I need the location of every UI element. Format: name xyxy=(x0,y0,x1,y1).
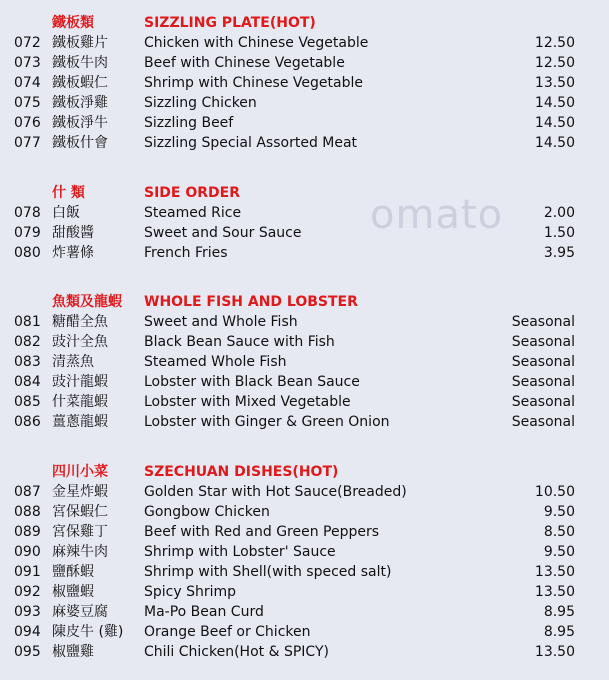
item-price: 3.95 xyxy=(543,245,575,261)
section-sizzling-plate xyxy=(0,13,609,153)
section-header xyxy=(0,13,609,33)
item-number: 082 xyxy=(14,334,41,350)
section-header xyxy=(0,292,609,312)
section-szechuan-dishes xyxy=(0,462,609,662)
item-price: 9.50 xyxy=(543,544,575,560)
item-number: 087 xyxy=(14,484,41,500)
section-title-english: SIDE ORDER xyxy=(144,185,240,201)
item-price: 14.50 xyxy=(534,135,575,151)
item-name-chinese: 陳皮牛 (雞) xyxy=(52,624,124,640)
item-name-english: Sweet and Sour Sauce xyxy=(144,225,302,241)
menu-item-row xyxy=(0,602,609,622)
item-name-english: Ma-Po Bean Curd xyxy=(144,604,264,620)
item-number: 072 xyxy=(14,35,41,51)
item-name-english: Sweet and Whole Fish xyxy=(144,314,298,330)
item-price: 8.95 xyxy=(543,624,575,640)
item-price: 9.50 xyxy=(543,504,575,520)
item-number: 080 xyxy=(14,245,41,261)
item-name-english: Lobster with Ginger & Green Onion xyxy=(144,414,390,430)
item-name-english: Sizzling Chicken xyxy=(144,95,257,111)
menu-item-row xyxy=(0,582,609,602)
item-name-chinese: 清蒸魚 xyxy=(52,354,94,370)
section-title-chinese: 魚類及龍蝦 xyxy=(52,294,122,310)
menu-item-row xyxy=(0,412,609,432)
item-name-english: Chili Chicken(Hot & SPICY) xyxy=(144,644,329,660)
item-name-chinese: 白飯 xyxy=(52,205,80,221)
item-number: 094 xyxy=(14,624,41,640)
menu-item-row xyxy=(0,113,609,133)
menu-item-row xyxy=(0,352,609,372)
item-number: 081 xyxy=(14,314,41,330)
menu-item-row xyxy=(0,622,609,642)
item-number: 089 xyxy=(14,524,41,540)
item-price: 1.50 xyxy=(543,225,575,241)
menu-item-row xyxy=(0,33,609,53)
section-title-english: WHOLE FISH AND LOBSTER xyxy=(144,294,358,310)
item-price: 13.50 xyxy=(534,564,575,580)
item-name-chinese: 麻辣牛肉 xyxy=(52,544,108,560)
item-name-english: Sizzling Beef xyxy=(144,115,234,131)
item-name-chinese: 金星炸蝦 xyxy=(52,484,108,500)
watermark: omato xyxy=(370,192,504,238)
item-price: 2.00 xyxy=(543,205,575,221)
item-name-english: Shrimp with Lobster' Sauce xyxy=(144,544,336,560)
item-price: Seasonal xyxy=(511,414,575,430)
menu-item-row xyxy=(0,502,609,522)
item-name-english: Beef with Red and Green Peppers xyxy=(144,524,380,540)
item-name-chinese: 鐵板淨牛 xyxy=(52,115,108,131)
item-name-chinese: 鐵板牛肉 xyxy=(52,55,108,71)
item-price: 12.50 xyxy=(534,55,575,71)
item-price: Seasonal xyxy=(511,314,575,330)
section-header xyxy=(0,183,609,203)
item-price: 13.50 xyxy=(534,584,575,600)
item-price: Seasonal xyxy=(511,334,575,350)
menu-item-row xyxy=(0,542,609,562)
item-name-chinese: 薑蔥龍蝦 xyxy=(52,414,108,430)
section-side-order xyxy=(0,183,609,263)
item-name-chinese: 什菜龍蝦 xyxy=(52,394,108,410)
item-name-english: Sizzling Special Assorted Meat xyxy=(144,135,358,151)
item-name-english: Beef with Chinese Vegetable xyxy=(144,55,345,71)
item-name-english: Black Bean Sauce with Fish xyxy=(144,334,335,350)
item-number: 088 xyxy=(14,504,41,520)
item-number: 073 xyxy=(14,55,41,71)
item-number: 076 xyxy=(14,115,41,131)
item-name-chinese: 鹽酥蝦 xyxy=(52,564,94,580)
item-number: 074 xyxy=(14,75,41,91)
item-name-chinese: 甜酸醬 xyxy=(52,225,94,241)
item-price: Seasonal xyxy=(511,354,575,370)
item-name-english: Spicy Shrimp xyxy=(144,584,237,600)
menu-item-row xyxy=(0,73,609,93)
item-number: 092 xyxy=(14,584,41,600)
menu-item-row xyxy=(0,642,609,662)
menu-item-row xyxy=(0,312,609,332)
item-name-english: Shrimp with Shell(with speced salt) xyxy=(144,564,392,580)
menu-item-row xyxy=(0,482,609,502)
section-title-chinese: 什 類 xyxy=(52,185,85,201)
item-number: 085 xyxy=(14,394,41,410)
item-price: 13.50 xyxy=(534,644,575,660)
item-number: 077 xyxy=(14,135,41,151)
item-number: 075 xyxy=(14,95,41,111)
item-name-chinese: 豉汁全魚 xyxy=(52,334,108,350)
item-number: 086 xyxy=(14,414,41,430)
item-price: Seasonal xyxy=(511,394,575,410)
item-name-chinese: 豉汁龍蝦 xyxy=(52,374,108,390)
menu-item-row xyxy=(0,203,609,223)
menu-item-row xyxy=(0,392,609,412)
item-name-chinese: 麻婆豆腐 xyxy=(52,604,108,620)
item-name-english: Steamed Rice xyxy=(144,205,242,221)
item-number: 078 xyxy=(14,205,41,221)
item-price: 12.50 xyxy=(534,35,575,51)
item-price: 10.50 xyxy=(534,484,575,500)
menu-item-row xyxy=(0,522,609,542)
item-price: 14.50 xyxy=(534,115,575,131)
section-header xyxy=(0,462,609,482)
item-name-english: Steamed Whole Fish xyxy=(144,354,287,370)
item-name-chinese: 宮保蝦仁 xyxy=(52,504,108,520)
item-price: 13.50 xyxy=(534,75,575,91)
item-name-english: Lobster with Black Bean Sauce xyxy=(144,374,360,390)
section-title-chinese: 四川小菜 xyxy=(52,464,108,480)
item-number: 090 xyxy=(14,544,41,560)
item-name-chinese: 炸薯條 xyxy=(52,245,94,261)
item-number: 083 xyxy=(14,354,41,370)
menu-item-row xyxy=(0,562,609,582)
item-name-chinese: 糖醋全魚 xyxy=(52,314,108,330)
menu-item-row xyxy=(0,133,609,153)
item-name-chinese: 椒鹽蝦 xyxy=(52,584,94,600)
menu-item-row xyxy=(0,372,609,392)
section-title-chinese: 鐵板類 xyxy=(52,15,94,31)
item-number: 095 xyxy=(14,644,41,660)
item-price: 8.95 xyxy=(543,604,575,620)
item-name-english: French Fries xyxy=(144,245,228,261)
menu-item-row xyxy=(0,243,609,263)
item-number: 091 xyxy=(14,564,41,580)
item-number: 079 xyxy=(14,225,41,241)
item-name-chinese: 鐵板蝦仁 xyxy=(52,75,108,91)
item-name-chinese: 鐵板淨雞 xyxy=(52,95,108,111)
section-title-english: SZECHUAN DISHES(HOT) xyxy=(144,464,339,480)
item-price: 8.50 xyxy=(543,524,575,540)
item-price: 14.50 xyxy=(534,95,575,111)
item-name-english: Orange Beef or Chicken xyxy=(144,624,311,640)
menu-item-row xyxy=(0,93,609,113)
menu-item-row xyxy=(0,53,609,73)
item-name-chinese: 鐵板雞片 xyxy=(52,35,108,51)
menu-item-row xyxy=(0,223,609,243)
item-price: Seasonal xyxy=(511,374,575,390)
item-name-english: Lobster with Mixed Vegetable xyxy=(144,394,351,410)
item-name-english: Chicken with Chinese Vegetable xyxy=(144,35,369,51)
item-name-english: Gongbow Chicken xyxy=(144,504,270,520)
item-name-chinese: 椒鹽雞 xyxy=(52,644,94,660)
item-name-chinese: 鐵板什會 xyxy=(52,135,108,151)
item-name-english: Golden Star with Hot Sauce(Breaded) xyxy=(144,484,407,500)
section-whole-fish-lobster xyxy=(0,292,609,432)
section-title-english: SIZZLING PLATE(HOT) xyxy=(144,15,316,31)
item-number: 084 xyxy=(14,374,41,390)
item-name-chinese: 宮保雞丁 xyxy=(52,524,108,540)
item-number: 093 xyxy=(14,604,41,620)
item-name-english: Shrimp with Chinese Vegetable xyxy=(144,75,363,91)
menu-item-row xyxy=(0,332,609,352)
